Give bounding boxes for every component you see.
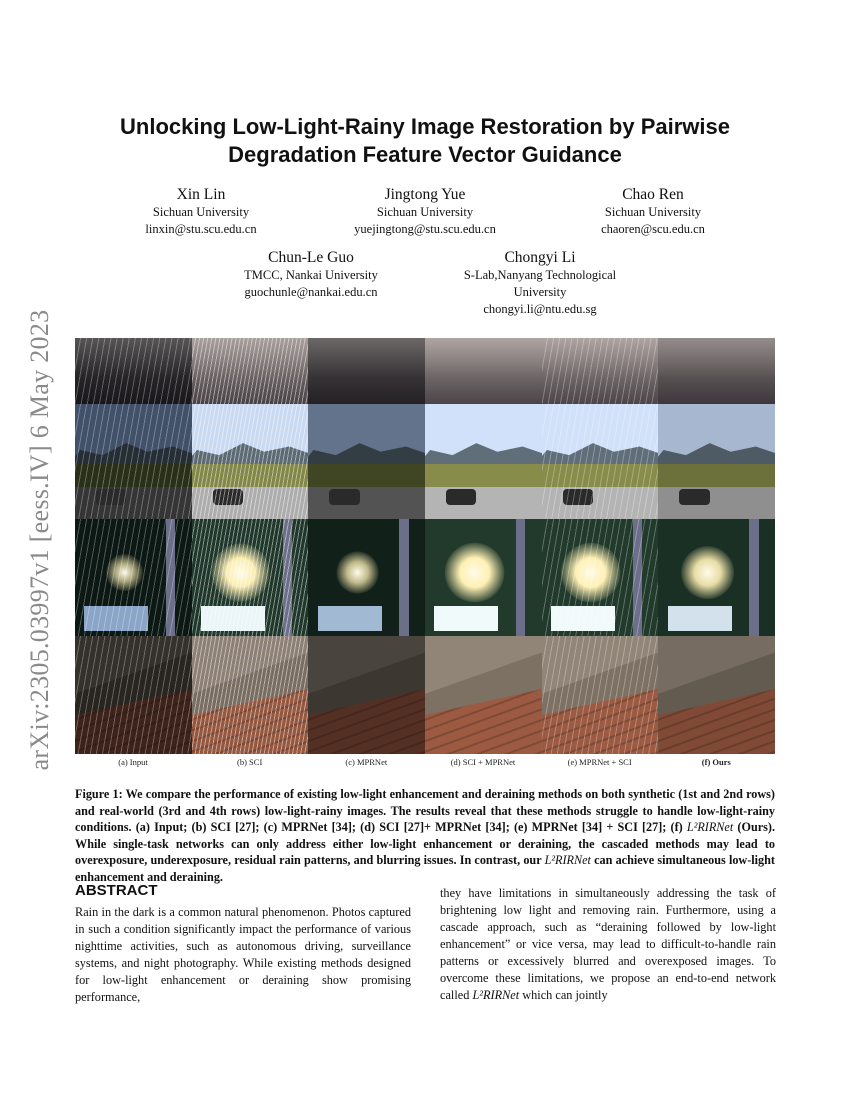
figure-tile (75, 404, 192, 519)
abstract-left-column: Rain in the dark is a common natural phenomenon. Photos captured in such a condition significantly impact the performance of various nighttime activities, such as autonomous driving, surveillance systems, and night photography. While existing methods designed for low-light enhancement or deraining show promising performance, (75, 905, 411, 1004)
author-affiliation: TMCC, Nankai University (244, 268, 378, 282)
author-block (191, 248, 431, 301)
author-email: linxin@stu.scu.edu.cn (145, 222, 257, 236)
figure-tile (308, 519, 425, 636)
author-name: Xin Lin (176, 186, 226, 203)
author-name: Chun-Le Guo (268, 249, 354, 266)
author-block (81, 185, 321, 238)
method-name: L²RIRNet (686, 820, 734, 834)
figure-subcaption: (e) MPRNet + SCI (567, 757, 632, 767)
figure-tile (192, 636, 309, 754)
figure-subcaption: (d) SCI + MPRNet (450, 757, 516, 767)
paper-title: Unlocking Low-Light-Rainy Image Restoration by Pairwise Degradation Feature Vector Guidance (120, 114, 730, 167)
figure-caption (75, 786, 775, 885)
figure-tile (192, 404, 309, 519)
caption-text: Figure 1: We compare the performance of existing low-light enhancement and deraining methods on both synthetic (1st and 2nd rows) and real-world (3rd and 4th rows) low-light-rainy images. The results reveal that these methods struggle to handle low-light-rainy conditions. (a) Input; (b) SCI [27]; (c) MPRNet [34]; (d) SCI [27]+ MPRNet [34]; (e) MPRNet [34] + SCI [27]; (f) (75, 787, 775, 834)
author-affiliation: Sichuan University (152, 205, 250, 219)
figure-tile (542, 404, 659, 519)
figure-tile (542, 636, 659, 754)
abstract-heading: ABSTRACT (75, 882, 158, 899)
figure-tile (658, 338, 775, 404)
figure-tile (425, 404, 542, 519)
author-name: Chao Ren (622, 186, 684, 203)
figure-tile (658, 404, 775, 519)
figure-tile (658, 519, 775, 636)
figure-subcaption: (b) SCI (237, 757, 263, 767)
comparison-figure (75, 338, 775, 754)
figure-tile (542, 519, 659, 636)
author-block (533, 185, 773, 238)
caption-text: can achieve simultaneous low-light enhancement and deraining. (75, 853, 775, 884)
figure-tile (75, 338, 192, 404)
figure-tile (658, 636, 775, 754)
figure-tile (75, 636, 192, 754)
figure-subcaption: (a) Input (118, 757, 148, 767)
figure-subcaption: (c) MPRNet (345, 757, 388, 767)
author-affiliation: Sichuan University (604, 205, 702, 219)
author-block (445, 248, 635, 318)
figure-tile (425, 519, 542, 636)
method-name: L²RIRNet (472, 988, 520, 1002)
author-email: chongyi.li@ntu.edu.sg (483, 302, 597, 316)
author-email: yuejingtong@stu.scu.edu.cn (354, 222, 496, 236)
author-email: chaoren@scu.edu.cn (601, 222, 705, 236)
abstract-right-column (440, 885, 776, 1004)
figure-tile (425, 338, 542, 404)
figure-tile (542, 338, 659, 404)
author-block (305, 185, 545, 238)
caption-text: (Ours). While single-task networks can only address either low-light enhancement or deraining, the cascaded methods may lead to overexposure, underexposure, residual rain patterns, and blurring issues. In contrast, our (75, 820, 775, 867)
abstract-text: which can jointly (519, 988, 608, 1002)
author-name: Jingtong Yue (384, 186, 466, 203)
abstract-text: they have limitations in simultaneously addressing the task of brightening low light and removing rain. Furthermore, using a cascade approach, such as “deraining followed by low-light enhancement” or vice versa, may lead to difficult-to-handle rain patterns or excessively blurred and overexposed images. To overcome these limitations, we propose an end-to-end network called (440, 886, 776, 1002)
figure-tile (192, 519, 309, 636)
method-name: L²RIRNet (544, 853, 591, 867)
author-email: guochunle@nankai.edu.cn (244, 285, 378, 299)
figure-subcaption: (f) Ours (701, 757, 731, 767)
figure-tile (308, 338, 425, 404)
arxiv-identifier-stamp: arXiv:2305.03997v1 [eess.IV] 6 May 2023 (25, 309, 54, 771)
figure-tile (75, 519, 192, 636)
author-affiliation: S-Lab,Nanyang Technological University (463, 268, 617, 299)
figure-tile (425, 636, 542, 754)
author-name: Chongyi Li (504, 249, 576, 266)
figure-tile (192, 338, 309, 404)
author-affiliation: Sichuan University (376, 205, 474, 219)
figure-tile (308, 636, 425, 754)
figure-tile (308, 404, 425, 519)
